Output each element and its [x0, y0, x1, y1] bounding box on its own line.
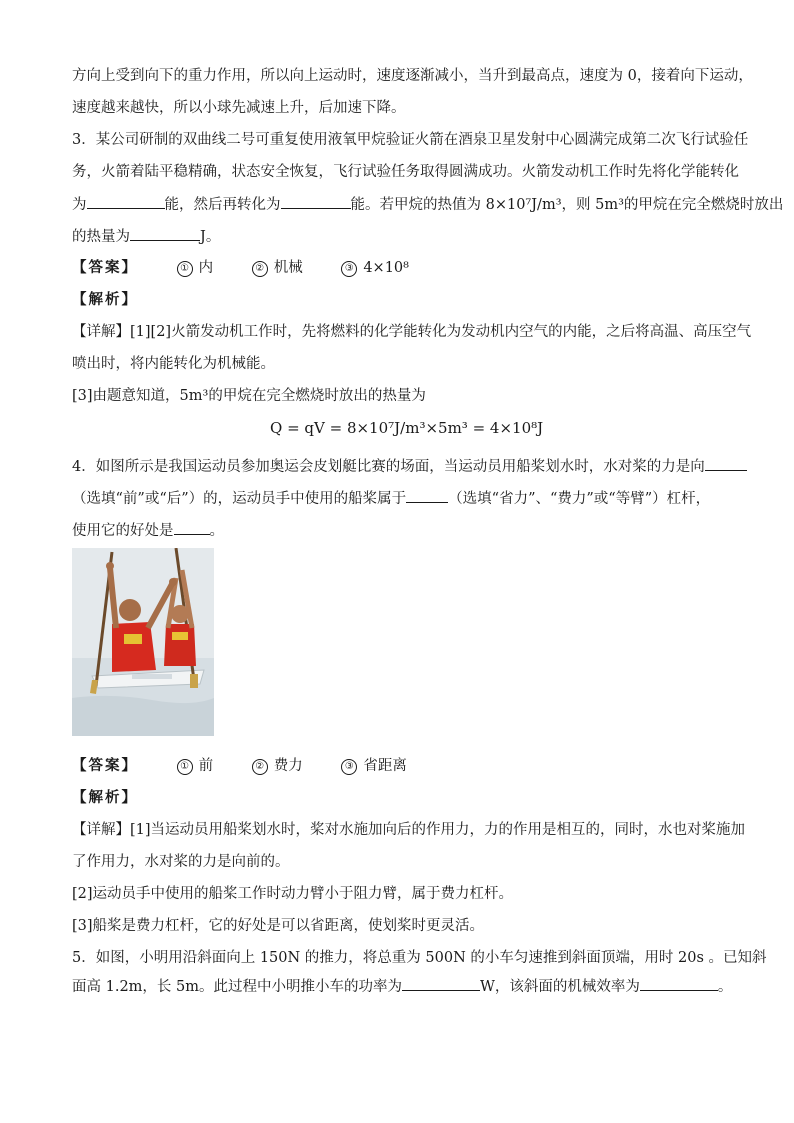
q4-stem-line-2: （选填“前”或“后”）的，运动员手中使用的船桨属于 （选填“省力”、“费力”或“等臂”）杠杆，: [72, 488, 710, 509]
q4-answer-row: [72, 756, 407, 776]
q4-answer-2: ② 费力: [252, 756, 303, 776]
q3-answer-1: ① 内: [177, 258, 214, 278]
q3-stem-line-4: 的热量为 J。: [72, 226, 220, 247]
q4-blank-2[interactable]: [406, 488, 448, 503]
intro-line-1: 方向上受到向下的重力作用，所以向上运动时，速度逐渐减小，当升到最高点，速度为 0，接着向下运动，: [72, 68, 753, 84]
q3-answer-row: [72, 258, 409, 278]
q5-stem-line-1: 5．如图，小明用沿斜面向上 150N 的推力，将总重为 500N 的小车匀速推到斜面顶端，用时 20s 。已知斜: [72, 950, 767, 966]
q3-answer-2: ② 机械: [252, 258, 303, 278]
q5-blank-1[interactable]: [402, 976, 480, 991]
q4-stem-line-1: 4．如图所示是我国运动员参加奥运会皮划艇比赛的场面，当运动员用船桨划水时，水对桨的力是向: [72, 456, 747, 477]
q4-answer-1: ① 前: [177, 756, 214, 776]
q4-detail-2: 了作用力，水对桨的力是向前的。: [72, 854, 290, 870]
q3-stem-line-3: 为 能，然后再转化为 能。若甲烷的热值为 8×10⁷J/m³，则 5m³的甲烷在完全燃烧时放出: [72, 194, 783, 215]
q4-detail-4: [3]船桨是费力杠杆，它的好处是可以省距离，使划桨时更灵活。: [72, 918, 485, 934]
q4-blank-3[interactable]: [174, 520, 210, 535]
canoe-race-photo: [72, 548, 214, 736]
intro-line-2: 速度越来越快，所以小球先减速上升，后加速下降。: [72, 100, 406, 116]
q3-blank-1[interactable]: [87, 194, 165, 209]
q3-detail-2: 喷出时，将内能转化为机械能。: [72, 356, 275, 372]
q3-answer-3: ③ 4×10⁸: [341, 258, 409, 278]
q4-detail-3: [2]运动员手中使用的船桨工作时动力臂小于阻力臂，属于费力杠杆。: [72, 886, 514, 902]
answer-tag: 【答案】: [72, 758, 138, 774]
q4-answer-3: ③ 省距离: [341, 756, 407, 776]
q5-stem-line-2: 面高 1.2m，长 5m。此过程中小明推小车的功率为 W，该斜面的机械效率为 。: [72, 976, 732, 997]
q4-stem-line-3: 使用它的好处是 。: [72, 520, 224, 541]
q3-blank-3[interactable]: [130, 226, 200, 241]
q3-detail-1: 【详解】[1][2]火箭发动机工作时，先将燃料的化学能转化为发动机内空气的内能，之后将高温、高压空气: [72, 324, 752, 340]
answer-tag: 【答案】: [72, 260, 138, 276]
q3-stem-line-2: 务，火箭着陆平稳精确，状态安全恢复，飞行试验任务取得圆满成功。火箭发动机工作时先将化学能转化: [72, 164, 739, 180]
q3-blank-2[interactable]: [281, 194, 351, 209]
q4-analysis-tag: 【解析】: [72, 790, 138, 806]
canoe-illustration: [72, 548, 214, 736]
q4-blank-1[interactable]: [705, 456, 747, 471]
q3-stem-line-1: 3．某公司研制的双曲线二号可重复使用液氧甲烷验证火箭在酒泉卫星发射中心圆满完成第二次飞行试验任: [72, 132, 749, 148]
q4-detail-1: 【详解】[1]当运动员用船桨划水时，桨对水施加向后的作用力，力的作用是相互的，同时，水也对桨施加: [72, 822, 746, 838]
q3-detail-3: [3]由题意知道，5m³的甲烷在完全燃烧时放出的热量为: [72, 388, 426, 404]
q5-blank-2[interactable]: [640, 976, 718, 991]
q3-formula: Q = qV = 8×10⁷J/m³×5m³ = 4×10⁸J: [270, 419, 544, 437]
q3-analysis-tag: 【解析】: [72, 292, 138, 308]
